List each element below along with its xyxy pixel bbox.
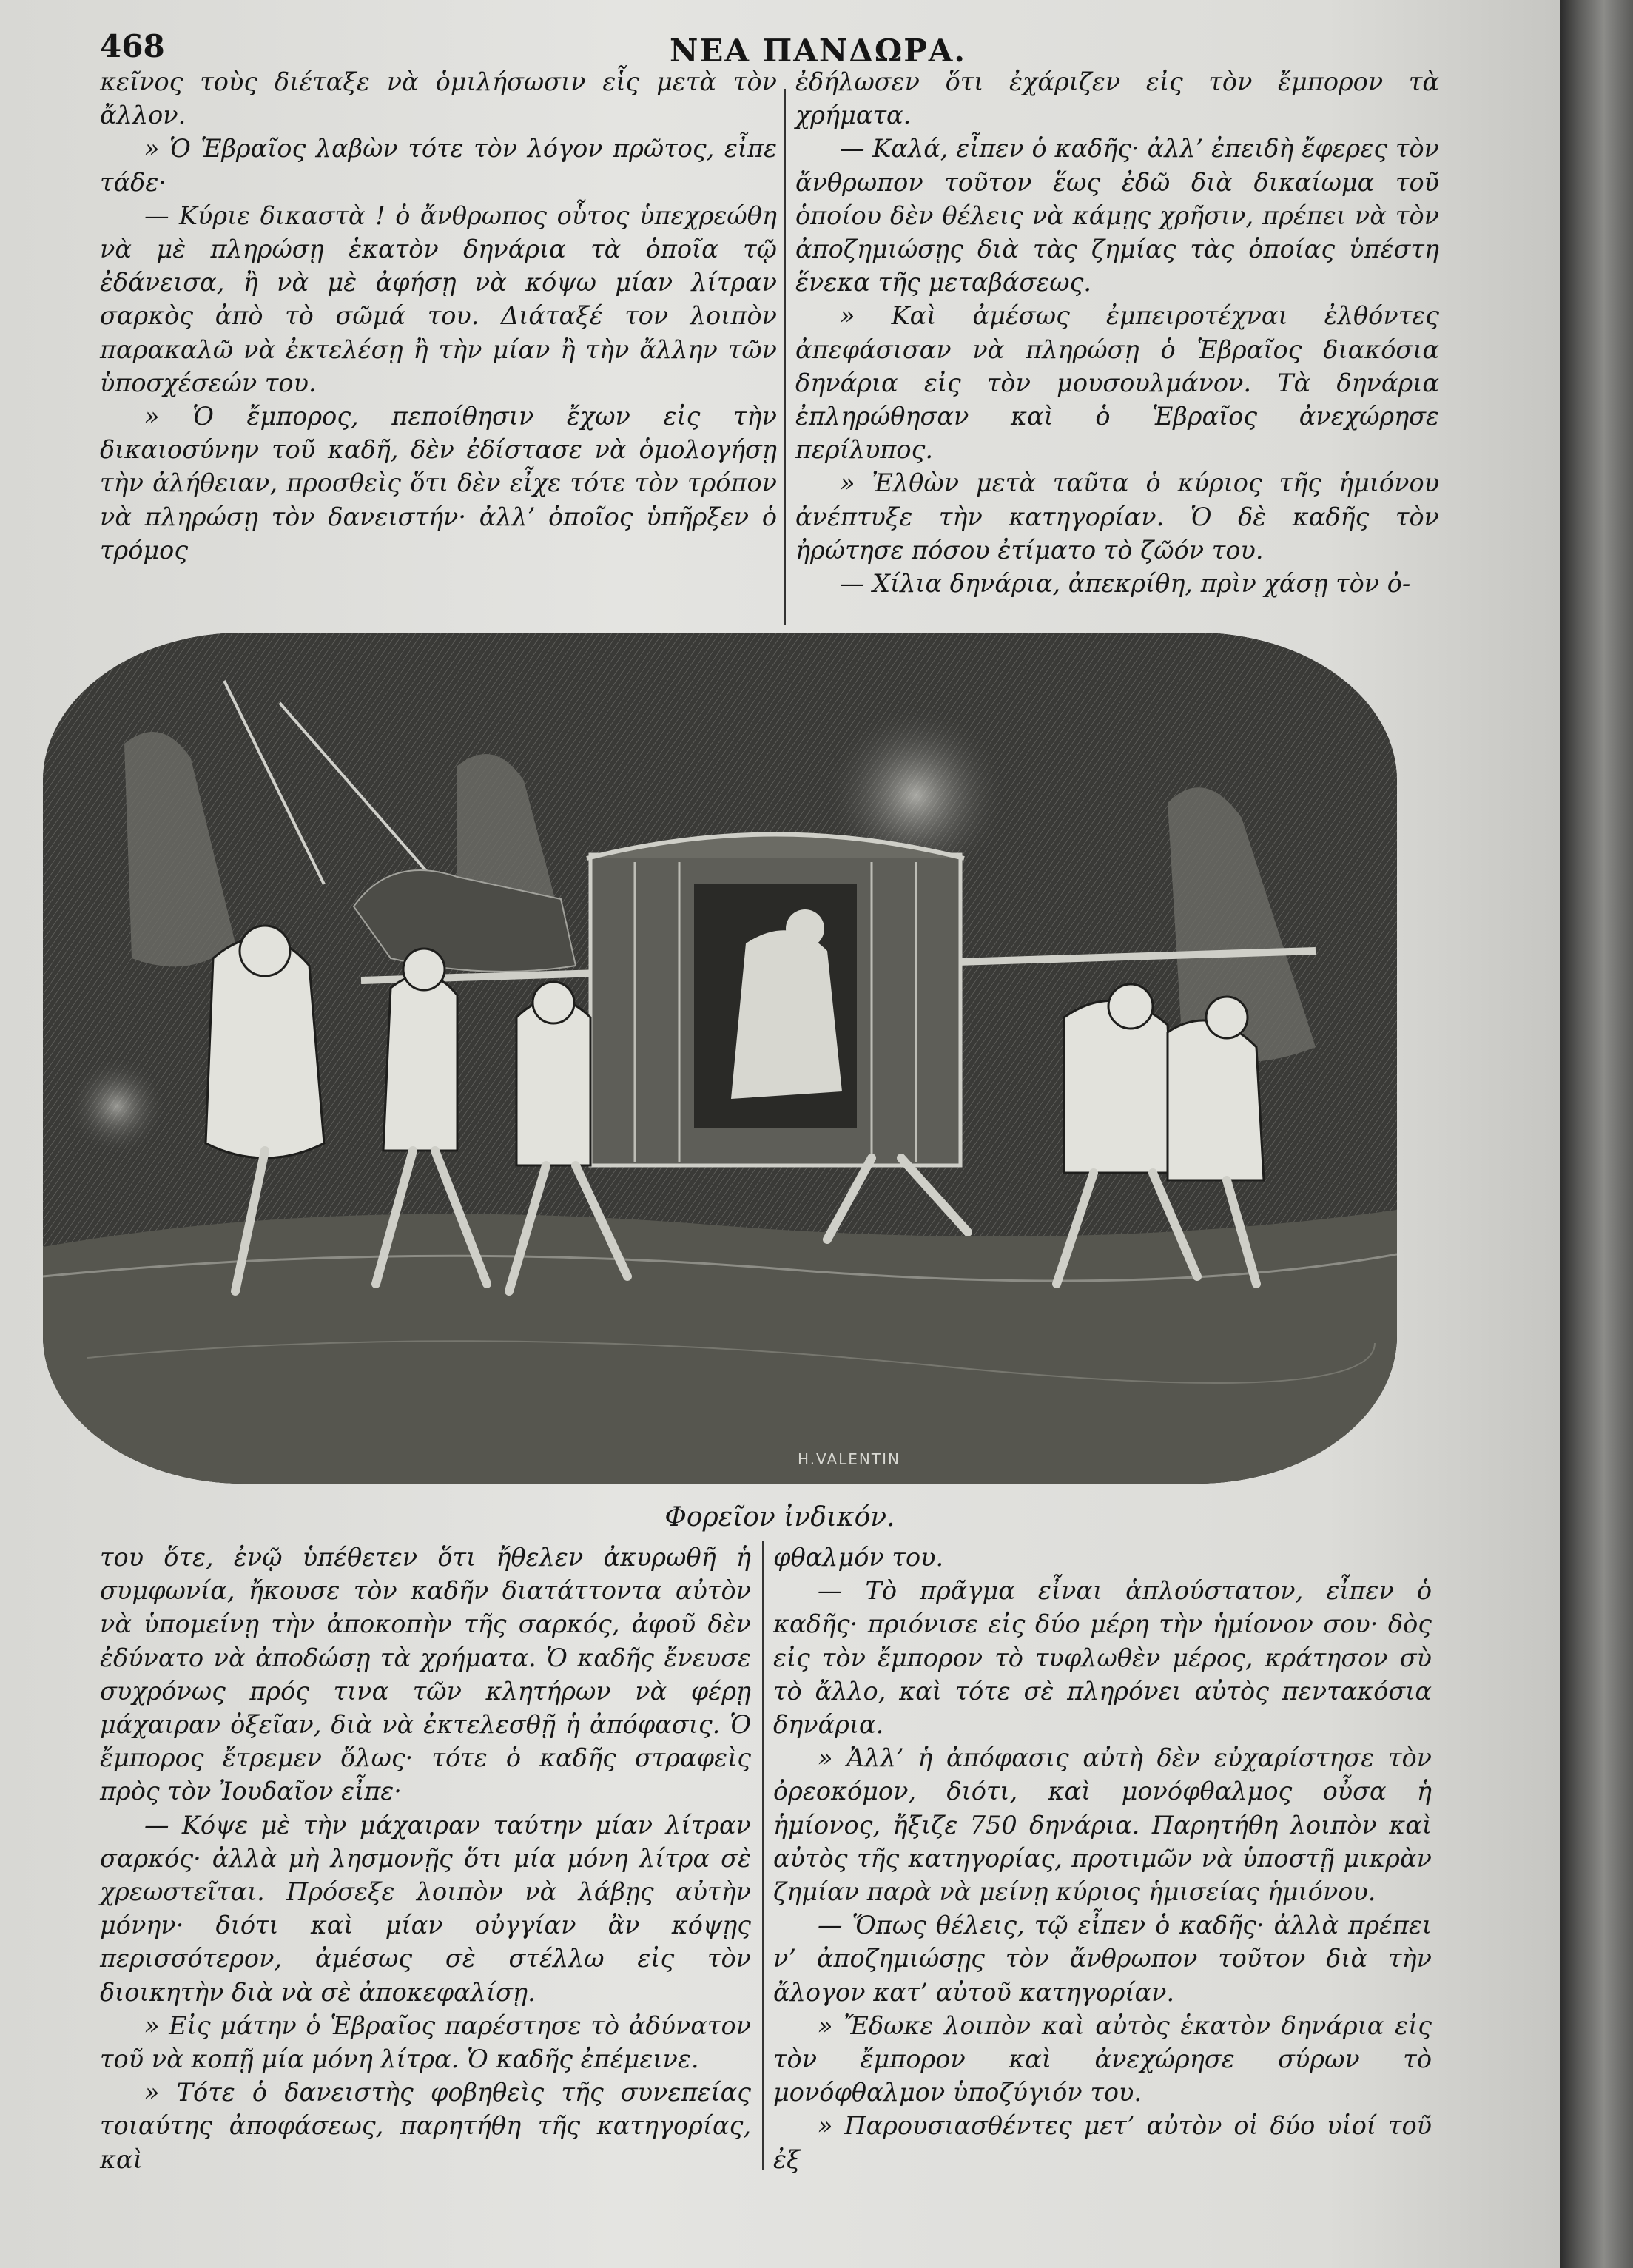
- paragraph: » Καὶ ἀμέσως ἐμπειροτέχναι ἐλθόντες ἀπεφάσισαν νὰ πληρώσῃ ὁ Ἑβραῖος διακόσια δηνάρια εἰς τὸν μουσουλμάνον. Τὰ δηνάρια ἐπληρώθησαν καὶ ὁ Ἑβραῖος ἀνεχώρησε περίλυπος.: [795, 301, 1439, 465]
- palanquin-engraving: [43, 633, 1397, 1484]
- paragraph: » Ἔδωκε λοιπὸν καὶ αὐτὸς ἑκατὸν δηνάρια εἰς τὸν ἔμπορον καὶ ἀνεχώρησε σύρων τὸ μονόφθαλμον ὑποζύγιόν του.: [773, 2010, 1432, 2107]
- paragraph: » Εἰς μάτην ὁ Ἑβραῖος παρέστησε τὸ ἀδύνατον τοῦ νὰ κοπῇ μία μόνη λίτρα. Ὁ καδῆς ἐπέμεινε.: [100, 2010, 751, 2074]
- paragraph: » Τότε ὁ δανειστὴς φοβηθεὶς τῆς συνεπείας τοιαύτης ἀποφάσεως, παρητήθη τῆς κατηγορίας, καὶ: [100, 2078, 751, 2174]
- figure-caption: Φορεῖον ἰνδικόν.: [664, 1502, 895, 1532]
- book-gutter: [1560, 0, 1633, 2268]
- column-rule: [784, 89, 786, 625]
- paragraph: — Καλά, εἶπεν ὁ καδῆς· ἀλλ’ ἐπειδὴ ἔφερες τὸν ἄνθρωπον τοῦτον ἕως ἐδῶ διὰ δικαίωμα τοῦ ὁποίου δὲν θέλεις νὰ κάμῃς χρῆσιν, πρέπει νὰ τὸν ἀποζημιώσῃς διὰ τὰς ζημίας τὰς ὁποίας ὑπέστη ἕνεκα τῆς μεταβάσεως.: [795, 134, 1439, 297]
- paragraph: — Κύριε δικαστὰ ! ὁ ἄνθρωπος οὗτος ὑπεχρεώθη νὰ μὲ πληρώσῃ ἑκατὸν δηνάρια τὰ ὁποῖα τῷ ἐδάνεισα, ἢ νὰ μὲ ἀφήσῃ νὰ κόψω μίαν λίτραν σαρκὸς ἀπὸ τὸ σῶμά του. Διάταξέ τον λοιπὸν παρακαλῶ νὰ ἐκτελέσῃ ἢ τὴν μίαν ἢ τὴν ἄλλην τῶν ὑποσχέσεών του.: [100, 201, 777, 397]
- paragraph: » Ἐλθὼν μετὰ ταῦτα ὁ κύριος τῆς ἡμιόνου ἀνέπτυξε τὴν κατηγορίαν. Ὁ δὲ καδῆς τὸν ἠρώτησε πόσου ἐτίματο τὸ ζῶόν του.: [795, 468, 1439, 565]
- page-number: 468: [100, 28, 165, 64]
- running-header: [0, 22, 1560, 67]
- paragraph: — Κόψε μὲ τὴν μάχαιραν ταύτην μίαν λίτραν σαρκός· ἀλλὰ μὴ λησμονῇς ὅτι μία μόνη λίτρα σὲ χρεωστεῖται. Πρόσεξε λοιπὸν νὰ λάβῃς αὐτὴν μόνην· διότι καὶ μίαν οὐγγίαν ἂν κόψῃς περισσότερον, ἀμέσως σὲ στέλλω εἰς τὸν διοικητὴν διὰ νὰ σὲ ἀποκεφαλίσῃ.: [100, 1810, 751, 2007]
- paragraph: του ὅτε, ἐνῷ ὑπέθετεν ὅτι ἤθελεν ἀκυρωθῆ ἡ συμφωνία, ἤκουσε τὸν καδῆν διατάττοντα αὐτὸν νὰ ὑπομείνῃ τὴν ἀποκοπὴν τῆς σαρκός, ἀφοῦ δὲν ἐδύνατο νὰ ἀποδώσῃ τὰ χρήματα. Ὁ καδῆς ἔνευσε συχρόνως πρός τινα τῶν κλητήρων νὰ φέρῃ μάχαιραν ὀξεῖαν, διὰ νὰ ἐκτελεσθῇ ἡ ἀπόφασις. Ὁ ἔμπορος ἔτρεμεν ὅλως· τότε ὁ καδῆς στραφεὶς πρὸς τὸν Ἰουδαῖον εἶπε·: [100, 1543, 751, 1806]
- column-rule: [762, 1541, 764, 2170]
- bottom-right-column: [773, 1541, 1432, 2176]
- paragraph: » Ὁ Ἑβραῖος λαβὼν τότε τὸν λόγον πρῶτος, εἶπε τάδε·: [100, 134, 777, 197]
- paragraph: » Παρουσιασθέντες μετ’ αὐτὸν οἱ δύο υἱοί τοῦ ἐξ: [773, 2111, 1432, 2174]
- engraver-signature: H.VALENTIN: [798, 1450, 900, 1468]
- top-right-column: [795, 65, 1439, 600]
- bottom-left-column: [100, 1541, 751, 2176]
- paragraph: » Ὁ ἔμπορος, πεποίθησιν ἔχων εἰς τὴν δικαιοσύνην τοῦ καδῆ, δὲν ἐδίστασε νὰ ὁμολογήσῃ τὴν ἀλήθειαν, προσθεὶς ὅτι δὲν εἶχε τότε τὸν τρόπον νὰ πληρώσῃ τὸν δανειστήν· ἀλλ’ ὁποῖος ὑπῆρξεν ὁ τρόμος: [100, 402, 777, 565]
- paragraph: » Ἀλλ’ ἡ ἀπόφασις αὐτὴ δὲν εὐχαρίστησε τὸν ὀρεοκόμον, διότι, καὶ μονόφθαλμος οὖσα ἡ ἡμίονος, ἤξιζε 750 δηνάρια. Παρητήθη λοιπὸν καὶ αὐτὸς τῆς κατηγορίας, προτιμῶν νὰ ὑποστῇ μικρὰν ζημίαν παρὰ νὰ μείνῃ κύριος ἡμισείας ἡμιόνου.: [773, 1743, 1432, 1907]
- paragraph: ἐδήλωσεν ὅτι ἐχάριζεν εἰς τὸν ἔμπορον τὰ χρήματα.: [795, 67, 1439, 130]
- top-left-column: [100, 65, 777, 567]
- paragraph: — Τὸ πρᾶγμα εἶναι ἁπλούστατον, εἶπεν ὁ καδῆς· πριόνισε εἰς δύο μέρη τὴν ἡμίονον σου· δὸς εἰς τὸν ἔμπορον τὸ τυφλωθὲν μέρος, κράτησον σὺ τὸ ἄλλο, καὶ τότε σὲ πληρόνει αὐτὸς πεντακόσια δηνάρια.: [773, 1576, 1432, 1740]
- paragraph: — Χίλια δηνάρια, ἀπεκρίθη, πρὶν χάσῃ τὸν ὀ-: [840, 569, 1411, 599]
- running-title: ΝΕΑ ΠΑΝΔΩΡΑ.: [670, 33, 967, 69]
- paragraph: — Ὅπως θέλεις, τῷ εἶπεν ὁ καδῆς· ἀλλὰ πρέπει ν’ ἀποζημιώσῃς τὸν ἄνθρωπον τοῦτον διὰ τὴν ἄλογον κατ’ αὐτοῦ κατηγορίαν.: [773, 1911, 1432, 2007]
- paragraph: φθαλμόν του.: [773, 1543, 944, 1572]
- paragraph: κεῖνος τοὺς διέταξε νὰ ὁμιλήσωσιν εἷς μετὰ τὸν ἄλλον.: [100, 67, 777, 130]
